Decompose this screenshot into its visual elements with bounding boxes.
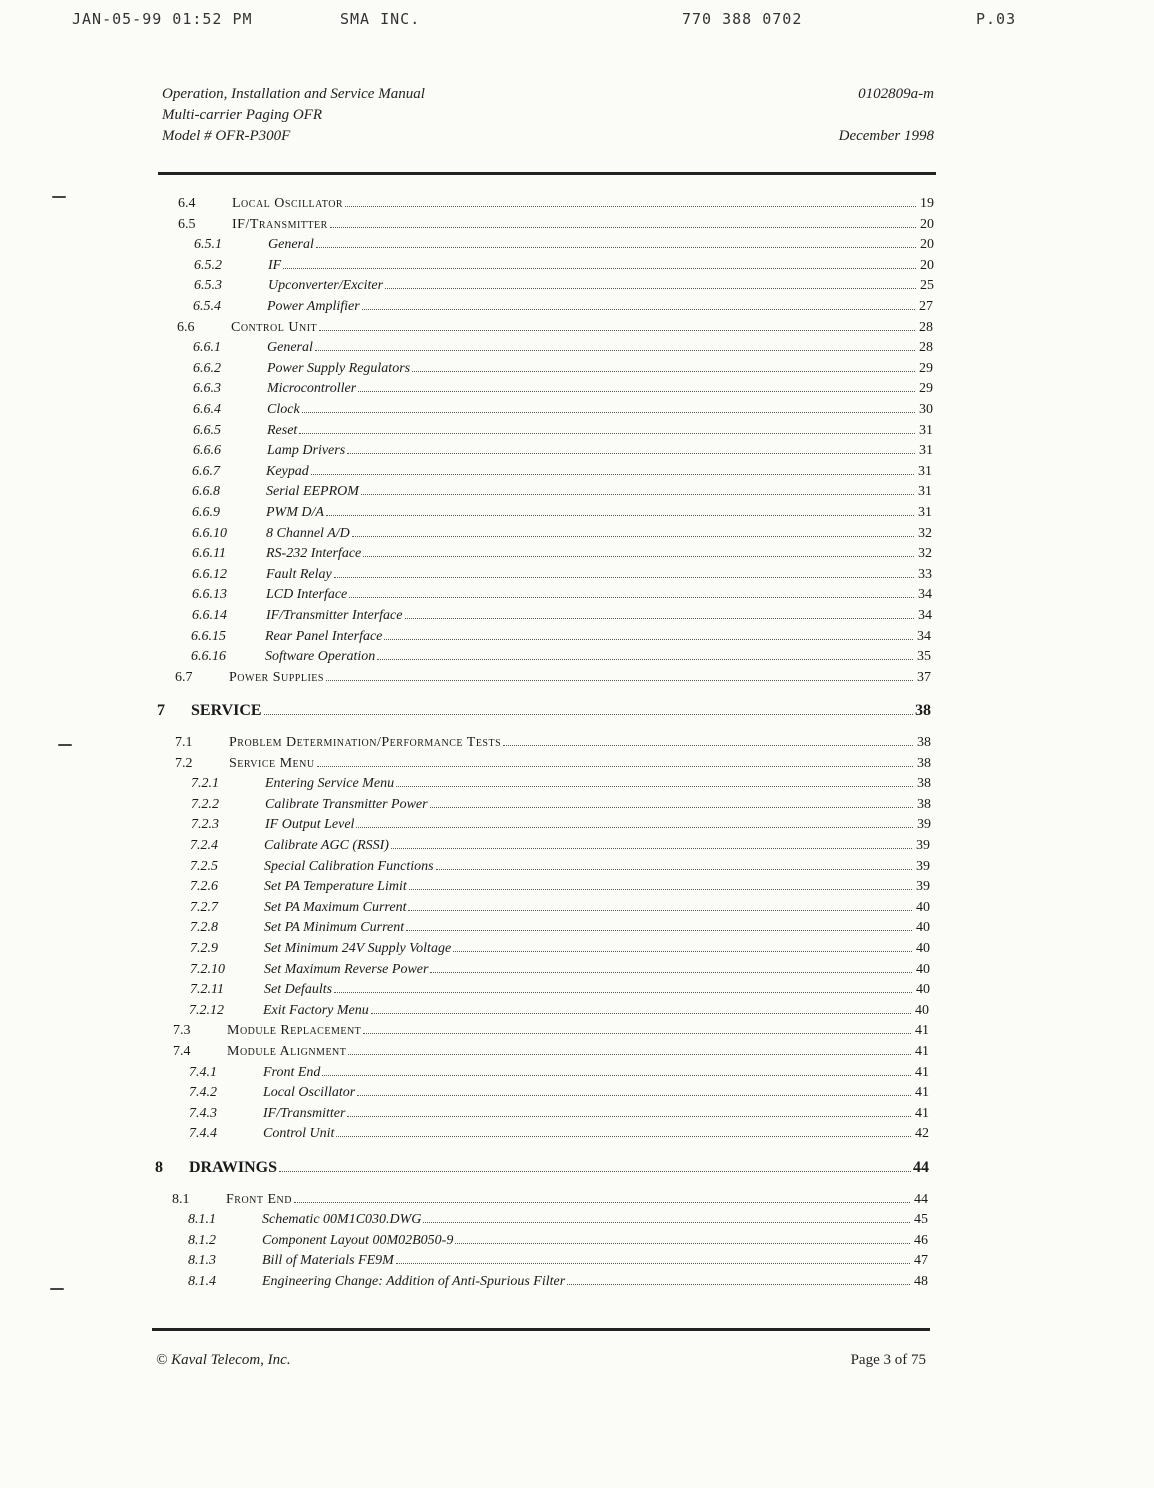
- toc-entry-page: 35: [917, 649, 931, 665]
- toc-entry-title: Set Maximum Reverse Power: [264, 961, 429, 977]
- toc-entry-page: 20: [920, 237, 934, 253]
- dot-leader: [317, 765, 913, 767]
- toc-entry-number: 8.1.2: [188, 1232, 216, 1248]
- toc-entry-page: 46: [914, 1232, 928, 1248]
- dot-leader: [405, 617, 915, 619]
- toc-entry-title: Special Calibration Functions: [264, 858, 434, 874]
- toc-entry-number: 6.6.11: [192, 546, 226, 562]
- toc-entry[interactable]: [190, 879, 930, 899]
- dot-leader: [363, 1032, 911, 1034]
- toc-entry-page: 34: [918, 587, 932, 603]
- dot-leader: [396, 785, 913, 787]
- toc-entry[interactable]: [193, 361, 933, 381]
- toc-entry[interactable]: [188, 1212, 928, 1232]
- toc-entry-title: Local Oscillator: [232, 196, 344, 211]
- toc-entry[interactable]: [192, 608, 932, 628]
- toc-entry-number: 7.4: [173, 1044, 191, 1059]
- toc-entry[interactable]: [192, 484, 932, 504]
- dot-leader: [294, 1201, 910, 1203]
- toc-entry-page: 40: [916, 982, 930, 998]
- toc-entry-number: 6.7: [175, 669, 193, 685]
- dot-leader: [264, 713, 913, 715]
- toc-entry[interactable]: [192, 587, 932, 607]
- toc-entry-page: 41: [915, 1044, 929, 1059]
- toc-entry-number: 6.6.7: [192, 463, 220, 479]
- toc-entry-page: 31: [919, 422, 933, 438]
- toc-entry-page: 41: [915, 1023, 929, 1039]
- toc-entry[interactable]: [191, 817, 931, 837]
- toc-entry[interactable]: [190, 982, 930, 1002]
- dot-leader: [423, 1221, 910, 1223]
- dot-leader: [336, 1135, 911, 1137]
- toc-entry-title: Serial EEPROM: [266, 484, 359, 500]
- toc-entry[interactable]: [188, 1274, 928, 1294]
- fax-company: SMA INC.: [340, 10, 421, 28]
- toc-entry-title: IF/Transmitter: [263, 1105, 346, 1121]
- toc-entry-title: RS-232 Interface: [266, 546, 362, 562]
- dot-leader: [330, 226, 916, 228]
- toc-entry-title: Microcontroller: [267, 381, 357, 397]
- toc-entry-number: 6.6.15: [191, 628, 226, 644]
- toc-entry[interactable]: [191, 629, 931, 649]
- toc-entry-page: 39: [916, 858, 930, 874]
- dot-leader: [357, 1094, 911, 1096]
- dot-leader: [352, 535, 914, 537]
- toc-entry[interactable]: [175, 735, 931, 755]
- toc-entry[interactable]: [173, 1023, 929, 1043]
- header-rule: [158, 172, 936, 175]
- toc-entry-title: Control Unit: [231, 319, 318, 335]
- toc-entry-title: Keypad: [266, 463, 309, 479]
- toc-entry-title: Engineering Change: Addition of Anti-Spurious Filter: [262, 1274, 566, 1289]
- toc-entry-number: 6.6.5: [193, 422, 221, 438]
- dot-leader: [430, 806, 913, 808]
- toc-entry[interactable]: [191, 649, 931, 669]
- toc-entry-title: General: [267, 340, 313, 356]
- toc-entry-page: 38: [917, 735, 931, 750]
- toc-entry-title: Front End: [226, 1191, 293, 1207]
- toc-entry[interactable]: [190, 920, 930, 940]
- toc-entry[interactable]: [190, 859, 930, 879]
- toc-entry-page: 41: [915, 1064, 929, 1080]
- toc-entry-title: Power Supply Regulators: [267, 360, 411, 376]
- dot-leader: [503, 744, 913, 746]
- toc-entry[interactable]: [178, 196, 934, 216]
- toc-entry-number: 8: [155, 1159, 163, 1176]
- toc-entry[interactable]: [189, 1085, 929, 1105]
- dot-leader: [408, 909, 912, 911]
- dot-leader: [322, 1074, 911, 1076]
- toc-entry-title: Schematic 00M1C030.DWG: [262, 1212, 422, 1228]
- toc-entry-page: 48: [914, 1274, 928, 1289]
- toc-entry-page: 38: [917, 776, 931, 792]
- toc-entry[interactable]: [173, 1044, 929, 1064]
- toc-entry-number: 7.2.4: [190, 838, 218, 853]
- toc-entry-number: 6.6.8: [192, 484, 220, 500]
- product-name: Multi-carrier Paging OFR: [162, 107, 322, 123]
- toc-entry-page: 33: [918, 566, 932, 582]
- toc-entry[interactable]: [193, 299, 933, 319]
- margin-mark: [52, 196, 66, 198]
- toc-entry-number: 6.6.1: [193, 340, 221, 356]
- toc-entry-page: 25: [920, 278, 934, 294]
- doc-date: December 1998: [838, 128, 934, 144]
- toc-entry-number: 7.2.8: [190, 920, 218, 936]
- toc-entry[interactable]: [190, 962, 930, 982]
- dot-leader: [348, 1053, 911, 1055]
- toc-entry[interactable]: [192, 464, 932, 484]
- toc-entry-title: SERVICE: [191, 702, 262, 720]
- toc-entry-title: Reset: [267, 422, 298, 438]
- toc-entry-page: 40: [915, 1002, 929, 1018]
- toc-entry-page: 20: [920, 257, 934, 273]
- toc-entry[interactable]: [193, 402, 933, 422]
- toc-entry[interactable]: [193, 443, 933, 463]
- dot-leader: [319, 329, 915, 331]
- dot-leader: [377, 658, 913, 660]
- copyright: © Kaval Telecom, Inc.: [156, 1352, 291, 1368]
- toc-entry-number: 7.2.6: [190, 879, 218, 895]
- toc-entry-title: Service Menu: [229, 755, 315, 771]
- toc-entry[interactable]: [190, 900, 930, 920]
- toc-entry-page: 44: [914, 1191, 928, 1207]
- toc-entry-page: 29: [919, 360, 933, 376]
- toc-entry[interactable]: [194, 237, 934, 257]
- dot-leader: [315, 349, 915, 351]
- toc-entry-page: 40: [916, 899, 930, 915]
- toc-entry-title: Control Unit: [263, 1126, 335, 1142]
- toc-entry-page: 20: [920, 216, 934, 232]
- toc-entry-page: 29: [919, 381, 933, 397]
- model-number: Model # OFR-P300F: [162, 128, 291, 144]
- toc-entry-title: Rear Panel Interface: [265, 628, 383, 644]
- dot-leader: [358, 390, 915, 392]
- dot-leader: [299, 432, 915, 434]
- dot-leader: [430, 971, 912, 973]
- dot-leader: [316, 246, 916, 248]
- toc-entry-number: 6.6.10: [192, 525, 227, 541]
- dot-leader: [334, 576, 914, 578]
- toc-entry-number: 8.1: [172, 1191, 190, 1207]
- dot-leader: [349, 596, 914, 598]
- dot-leader: [356, 826, 913, 828]
- toc-entry-page: 34: [917, 628, 931, 644]
- toc-entry-title: Lamp Drivers: [267, 443, 346, 459]
- toc-entry-page: 31: [918, 484, 932, 500]
- toc-entry-number: 8.1.1: [188, 1212, 216, 1228]
- toc-entry-number: 6.5.1: [194, 237, 222, 253]
- dot-leader: [334, 991, 912, 993]
- toc-entry-title: Set PA Temperature Limit: [264, 879, 407, 895]
- toc-entry[interactable]: [172, 1192, 928, 1212]
- toc-entry-page: 32: [918, 525, 932, 541]
- toc-entry-title: Exit Factory Menu: [263, 1002, 369, 1018]
- toc-entry[interactable]: [175, 670, 931, 690]
- dot-leader: [371, 1012, 911, 1014]
- toc-entry-title: IF/Transmitter Interface: [266, 608, 403, 623]
- toc-entry[interactable]: [189, 1065, 929, 1085]
- toc-entry-title: LCD Interface: [266, 587, 348, 603]
- toc-entry-number: 7.2.3: [191, 817, 219, 833]
- toc-entry-number: 8.1.4: [188, 1274, 216, 1289]
- toc-entry-number: 7.2.1: [191, 776, 219, 792]
- toc-entry[interactable]: [189, 1003, 929, 1023]
- toc-entry-title: Software Operation: [265, 649, 376, 665]
- footer-rule: [152, 1328, 930, 1331]
- dot-leader: [385, 287, 916, 289]
- dot-leader: [391, 847, 912, 849]
- toc-entry[interactable]: [192, 546, 932, 566]
- toc-entry-page: 47: [914, 1253, 928, 1269]
- toc-entry-title: General: [268, 237, 314, 253]
- toc-entry-number: 7: [157, 702, 165, 720]
- toc-entry[interactable]: [194, 258, 934, 278]
- dot-leader: [345, 205, 916, 207]
- toc-entry[interactable]: [189, 1106, 929, 1126]
- toc-entry-title: PWM D/A: [266, 505, 324, 520]
- toc-entry-title: Front End: [263, 1064, 321, 1080]
- toc-entry-number: 6.6.3: [193, 381, 221, 397]
- toc-entry-page: 41: [915, 1085, 929, 1101]
- toc-entry-page: 37: [917, 669, 931, 685]
- toc-entry-page: 45: [914, 1212, 928, 1228]
- dot-leader: [347, 1115, 911, 1117]
- toc-entry-number: 7.1: [175, 735, 193, 750]
- dot-leader: [283, 267, 916, 269]
- toc-entry-title: Power Supplies: [229, 669, 324, 685]
- toc-entry-number: 7.2.9: [190, 941, 218, 956]
- toc-entry-number: 7.2.12: [189, 1002, 224, 1018]
- dot-leader: [326, 679, 913, 681]
- dot-leader: [347, 452, 915, 454]
- toc-entry[interactable]: [192, 505, 932, 525]
- dot-leader: [396, 1262, 910, 1264]
- toc-entry-title: Entering Service Menu: [265, 776, 395, 792]
- toc-entry[interactable]: [189, 1126, 929, 1146]
- toc-entry[interactable]: [194, 278, 934, 298]
- toc-entry-title: Set PA Minimum Current: [264, 920, 405, 936]
- toc-entry-page: 41: [915, 1105, 929, 1121]
- dot-leader: [567, 1283, 910, 1285]
- toc-entry-number: 7.2: [175, 755, 193, 771]
- toc-entry-page: 42: [915, 1126, 929, 1142]
- dot-leader: [406, 929, 912, 931]
- toc-entry-page: 31: [918, 463, 932, 479]
- toc-entry[interactable]: [190, 941, 930, 961]
- toc-entry[interactable]: [193, 340, 933, 360]
- toc-entry-title: Set PA Maximum Current: [264, 899, 407, 915]
- toc-entry-title: 8 Channel A/D: [266, 525, 350, 541]
- toc-entry-number: 6.5.2: [194, 257, 222, 273]
- toc-entry-title: Local Oscillator: [263, 1085, 356, 1101]
- toc-entry-number: 6.6: [177, 319, 195, 335]
- toc-entry-number: 7.4.4: [189, 1126, 217, 1142]
- toc-entry[interactable]: [190, 838, 930, 858]
- toc-entry[interactable]: [192, 567, 932, 587]
- toc-entry-number: 6.6.2: [193, 360, 221, 376]
- dot-leader: [362, 308, 915, 310]
- margin-mark: [58, 744, 72, 746]
- toc-entry-number: 6.5: [178, 216, 196, 232]
- toc-entry-title: Set Defaults: [264, 982, 333, 998]
- margin-mark: [50, 1288, 64, 1290]
- toc-entry[interactable]: [191, 797, 931, 817]
- dot-leader: [361, 493, 914, 495]
- dot-leader: [453, 950, 912, 952]
- toc-entry-page: 38: [917, 755, 931, 771]
- toc-entry-number: 7.2.7: [190, 899, 218, 915]
- toc-entry[interactable]: [193, 423, 933, 443]
- toc-entry-page: 34: [918, 608, 932, 623]
- toc-entry-title: Module Alignment: [227, 1044, 347, 1059]
- toc-entry-page: 38: [915, 702, 931, 720]
- toc-entry-number: 7.3: [173, 1023, 191, 1039]
- dot-leader: [455, 1242, 910, 1244]
- toc-entry-page: 40: [916, 920, 930, 936]
- toc-entry-title: Calibrate Transmitter Power: [265, 796, 428, 812]
- toc-entry-title: Power Amplifier: [267, 299, 360, 314]
- toc-entry-number: 6.6.6: [193, 443, 221, 459]
- toc-entry-number: 7.4.2: [189, 1085, 217, 1101]
- toc-entry-title: Component Layout 00M02B050-9: [262, 1232, 454, 1248]
- toc-entry[interactable]: [192, 526, 932, 546]
- toc-entry-number: 6.4: [178, 196, 196, 211]
- toc-entry[interactable]: [177, 320, 933, 340]
- toc-entry-title: Set Minimum 24V Supply Voltage: [264, 941, 452, 956]
- dot-leader: [363, 555, 914, 557]
- toc-entry-title: DRAWINGS: [189, 1159, 278, 1176]
- toc-entry-page: 28: [919, 340, 933, 356]
- toc-entry[interactable]: [175, 756, 931, 776]
- toc-entry-page: 44: [913, 1159, 929, 1176]
- dot-leader: [279, 1170, 911, 1172]
- toc-entry[interactable]: [188, 1233, 928, 1253]
- toc-entry-number: 7.4.1: [189, 1064, 217, 1080]
- toc-entry-title: Bill of Materials FE9M: [262, 1253, 394, 1269]
- dot-leader: [436, 868, 912, 870]
- toc-entry-title: Fault Relay: [266, 566, 332, 582]
- dot-leader: [412, 370, 915, 372]
- toc-entry-number: 6.6.4: [193, 402, 221, 417]
- toc-entry-page: 30: [919, 402, 933, 417]
- toc-entry[interactable]: [193, 381, 933, 401]
- toc-entry-page: 39: [916, 879, 930, 895]
- fax-page: P.03: [976, 10, 1017, 28]
- toc-entry-page: 40: [916, 961, 930, 977]
- toc-entry-number: 6.5.4: [193, 299, 221, 314]
- toc-entry-page: 39: [917, 817, 931, 833]
- toc-entry-page: 39: [916, 838, 930, 853]
- toc-entry[interactable]: [178, 217, 934, 237]
- toc-entry-number: 6.6.9: [192, 505, 220, 520]
- toc-entry[interactable]: [188, 1253, 928, 1273]
- toc-entry-number: 6.5.3: [194, 278, 222, 294]
- toc-entry-page: 31: [919, 443, 933, 459]
- page-number: Page 3 of 75: [850, 1352, 926, 1368]
- toc-entry-title: IF/Transmitter: [232, 216, 328, 232]
- toc-entry-title: Problem Determination/Performance Tests: [229, 735, 502, 750]
- manual-title: Operation, Installation and Service Manual: [162, 86, 425, 102]
- toc-entry-page: 32: [918, 546, 932, 562]
- dot-leader: [302, 411, 915, 413]
- toc-entry-number: 6.6.14: [192, 608, 227, 623]
- toc-entry[interactable]: [191, 776, 931, 796]
- toc-entry-page: 28: [919, 319, 933, 335]
- dot-leader: [384, 638, 913, 640]
- toc-entry-number: 6.6.13: [192, 587, 227, 603]
- toc-entry-number: 7.2.5: [190, 858, 218, 874]
- toc-entry-page: 19: [920, 196, 934, 211]
- toc-entry-title: Calibrate AGC (RSSI): [264, 838, 389, 853]
- toc-entry-page: 27: [919, 299, 933, 314]
- toc-entry-number: 6.6.16: [191, 649, 226, 665]
- dot-leader: [326, 514, 914, 516]
- toc-entry[interactable]: [155, 1159, 929, 1179]
- toc-entry-number: 6.6.12: [192, 566, 227, 582]
- dot-leader: [311, 473, 914, 475]
- toc-entry-page: 38: [917, 796, 931, 812]
- toc-entry-number: 7.2.2: [191, 796, 219, 812]
- toc-entry-title: IF Output Level: [265, 817, 355, 833]
- toc-entry-number: 8.1.3: [188, 1253, 216, 1269]
- toc-entry-number: 7.2.10: [190, 961, 225, 977]
- toc-entry-title: IF: [268, 257, 282, 273]
- fax-phone: 770 388 0702: [682, 10, 803, 28]
- fax-datetime: JAN-05-99 01:52 PM: [72, 10, 253, 28]
- dot-leader: [409, 888, 912, 890]
- toc-entry-title: Clock: [267, 402, 300, 417]
- toc-entry[interactable]: [157, 702, 931, 722]
- doc-header-left: [162, 84, 425, 147]
- toc-entry-page: 40: [916, 941, 930, 956]
- doc-number: 0102809a-m: [858, 86, 934, 102]
- toc-entry-number: 7.2.11: [190, 982, 224, 998]
- toc-entry-number: 7.4.3: [189, 1105, 217, 1121]
- toc-entry-page: 31: [918, 505, 932, 520]
- toc-entry-title: Module Replacement: [227, 1023, 362, 1039]
- toc-entry-title: Upconverter/Exciter: [268, 278, 384, 294]
